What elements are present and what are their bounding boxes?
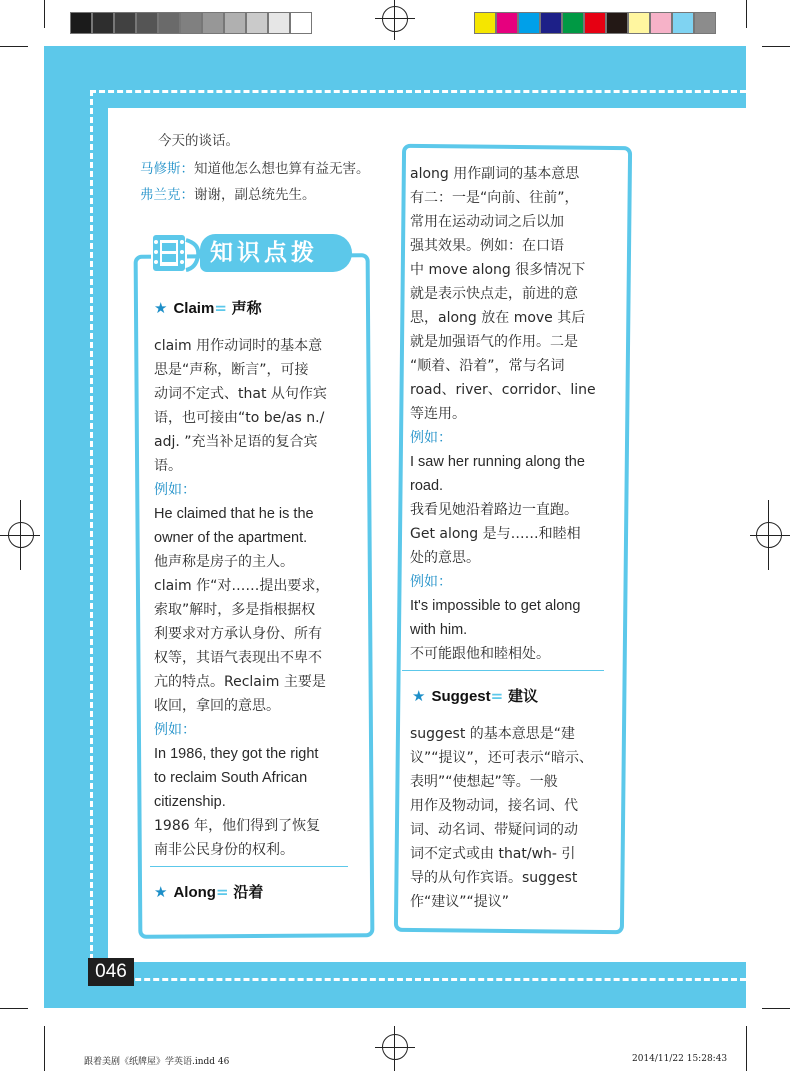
dialog-text: 知道他怎么想也算有益无害。: [194, 161, 370, 177]
text-line: claim 作“对……提出要求，: [154, 578, 330, 594]
entry-heading-suggest: [412, 686, 538, 707]
text-line: 动词不定式、that 从句作宾: [154, 386, 327, 402]
text-line: 利要求对方承认身份、所有: [154, 626, 322, 642]
entry-equals: =: [215, 883, 229, 901]
text-line: Get along 是与……和睦相: [410, 526, 581, 542]
text-line: 词、动名词、带疑问词的动: [410, 822, 578, 838]
process-color-bar: [474, 12, 716, 34]
dashed-border-bottom: [90, 978, 746, 981]
text-line: In 1986, they got the right: [154, 746, 319, 762]
color-swatch: [650, 12, 672, 34]
example-translation: [154, 814, 364, 862]
example-english: [410, 450, 616, 498]
example-translation: 不可能跟他和睦相处。: [410, 646, 550, 662]
text-line: 有二：一是“向前、往前”，: [410, 190, 579, 206]
text-line: It's impossible to get along: [410, 598, 581, 614]
color-swatch: [496, 12, 518, 34]
example-english: [154, 502, 364, 550]
text-line: 作“建议”“提议”: [410, 894, 510, 910]
text-line: 导的从句作宾语。suggest: [410, 870, 578, 886]
entry-heading-claim: [154, 298, 262, 319]
example-english: [154, 742, 364, 814]
color-swatch: [92, 12, 114, 34]
text-line: 索取”解时，多是指根据权: [154, 602, 316, 618]
color-swatch: [224, 12, 246, 34]
color-swatch: [70, 12, 92, 34]
suggest-definition: [410, 722, 616, 914]
text-line: 权等，其语气表现出不卑不: [154, 650, 322, 666]
text-line: 等连用。: [410, 406, 466, 422]
entry-word: Along: [173, 884, 216, 901]
example-label: 例如：: [410, 430, 452, 446]
page-number: 046: [88, 958, 134, 986]
color-swatch: [474, 12, 496, 34]
text-line: claim 用作动词时的基本意: [154, 338, 323, 354]
text-line: 处的意思。: [410, 550, 480, 566]
divider: [402, 670, 604, 671]
color-swatch: [180, 12, 202, 34]
entry-equals: =: [214, 299, 227, 317]
entry-meaning: 声称: [231, 299, 262, 317]
along-definition: [410, 162, 616, 426]
film-icon: [148, 230, 204, 276]
color-swatch: [268, 12, 290, 34]
text-line: I saw her running along the: [410, 454, 585, 470]
text-line: 用作及物动词，接名词、代: [410, 798, 578, 814]
dashed-border-left: [90, 90, 93, 978]
text-line: road.: [410, 478, 444, 494]
section-badge: [148, 230, 368, 276]
text-line: along 用作副词的基本意思: [410, 166, 580, 182]
suggest-body: [410, 722, 616, 914]
entry-equals: =: [490, 687, 504, 705]
entry-word: Suggest: [431, 688, 491, 705]
star-icon: ★: [412, 687, 426, 705]
dialog-line-2: [140, 160, 370, 178]
color-swatch: [114, 12, 136, 34]
text-line: 1986 年，他们得到了恢复: [154, 818, 321, 834]
print-timestamp: 2014/11/22 15:28:43: [632, 1054, 728, 1064]
text-line: adj. ”充当补足语的复合宾: [154, 434, 318, 450]
color-swatch: [694, 12, 716, 34]
text-line: 表明”“使想起”等。一般: [410, 774, 558, 790]
claim-definition-2: [154, 574, 364, 718]
bottom-strip: [44, 962, 746, 1008]
example-translation: 他声称是房子的主人。: [154, 554, 294, 570]
color-swatch: [606, 12, 628, 34]
text-line: 南非公民身份的权利。: [154, 842, 294, 858]
color-swatch: [246, 12, 268, 34]
text-line: 议”“提议”，还可表示“暗示、: [410, 750, 594, 766]
text-line: road、river、corridor、line: [410, 382, 596, 398]
example-label: 例如：: [154, 482, 196, 498]
speaker-name: 马修斯：: [140, 161, 194, 177]
text-line: 强其效果。例如：在口语: [410, 238, 564, 254]
entry-heading-along: [154, 882, 263, 903]
example-label: 例如：: [154, 722, 196, 738]
text-line: 中 move along 很多情况下: [410, 262, 586, 278]
text-line: owner of the apartment.: [154, 530, 308, 546]
color-swatch: [540, 12, 562, 34]
text-line: 语，也可接由“to be/as n./: [154, 410, 325, 426]
entry-meaning: 沿着: [233, 883, 264, 901]
along-body: [410, 162, 616, 666]
along-definition-2: [410, 522, 616, 570]
dialog-line-1: 今天的谈话。: [158, 133, 239, 149]
text-line: with him.: [410, 622, 468, 638]
text-line: 就是表示快点走，前进的意: [410, 286, 578, 302]
star-icon: ★: [154, 299, 168, 317]
text-line: 常用在运动动词之后以加: [410, 214, 564, 230]
text-line: 思是“声称，断言”，可接: [154, 362, 309, 378]
color-swatch: [158, 12, 180, 34]
text-line: 词不定式或由 that/wh- 引: [410, 846, 576, 862]
color-swatch: [518, 12, 540, 34]
speaker-name: 弗兰克：: [140, 187, 194, 203]
text-line: citizenship.: [154, 794, 226, 810]
color-swatch: [628, 12, 650, 34]
entry-word: Claim: [173, 300, 215, 317]
divider: [150, 866, 348, 867]
text-line: “顺着、沿着”，常与名词: [410, 358, 565, 374]
star-icon: ★: [154, 883, 168, 901]
color-swatch: [136, 12, 158, 34]
text-line: 就是加强语气的作用。二是: [410, 334, 578, 350]
color-swatch: [290, 12, 312, 34]
color-swatch: [672, 12, 694, 34]
file-slug: 跟着美剧《纸牌屋》学英语.indd 46: [84, 1057, 230, 1067]
color-swatch: [562, 12, 584, 34]
example-english: [410, 594, 616, 642]
text-line: He claimed that he is the: [154, 506, 314, 522]
text-line: to reclaim South African: [154, 770, 308, 786]
badge-title: 知识点拨: [210, 240, 318, 266]
dashed-border-top: [90, 90, 746, 93]
color-swatch: [202, 12, 224, 34]
dialog-text: 谢谢，副总统先生。: [194, 187, 316, 203]
text-line: 语。: [154, 458, 182, 474]
text-line: 收回，拿回的意思。: [154, 698, 280, 714]
example-label: 例如：: [410, 574, 452, 590]
claim-body: [154, 334, 364, 862]
dialog-line-3: [140, 186, 316, 204]
color-swatch: [584, 12, 606, 34]
gray-color-bar: [70, 12, 312, 34]
claim-definition: [154, 334, 364, 478]
example-translation: 我看见她沿着路边一直跑。: [410, 502, 578, 518]
entry-meaning: 建议: [508, 687, 539, 705]
text-line: 思，along 放在 move 其后: [410, 310, 586, 326]
text-line: 亢的特点。Reclaim 主要是: [154, 674, 326, 690]
text-line: suggest 的基本意思是“建: [410, 726, 576, 742]
